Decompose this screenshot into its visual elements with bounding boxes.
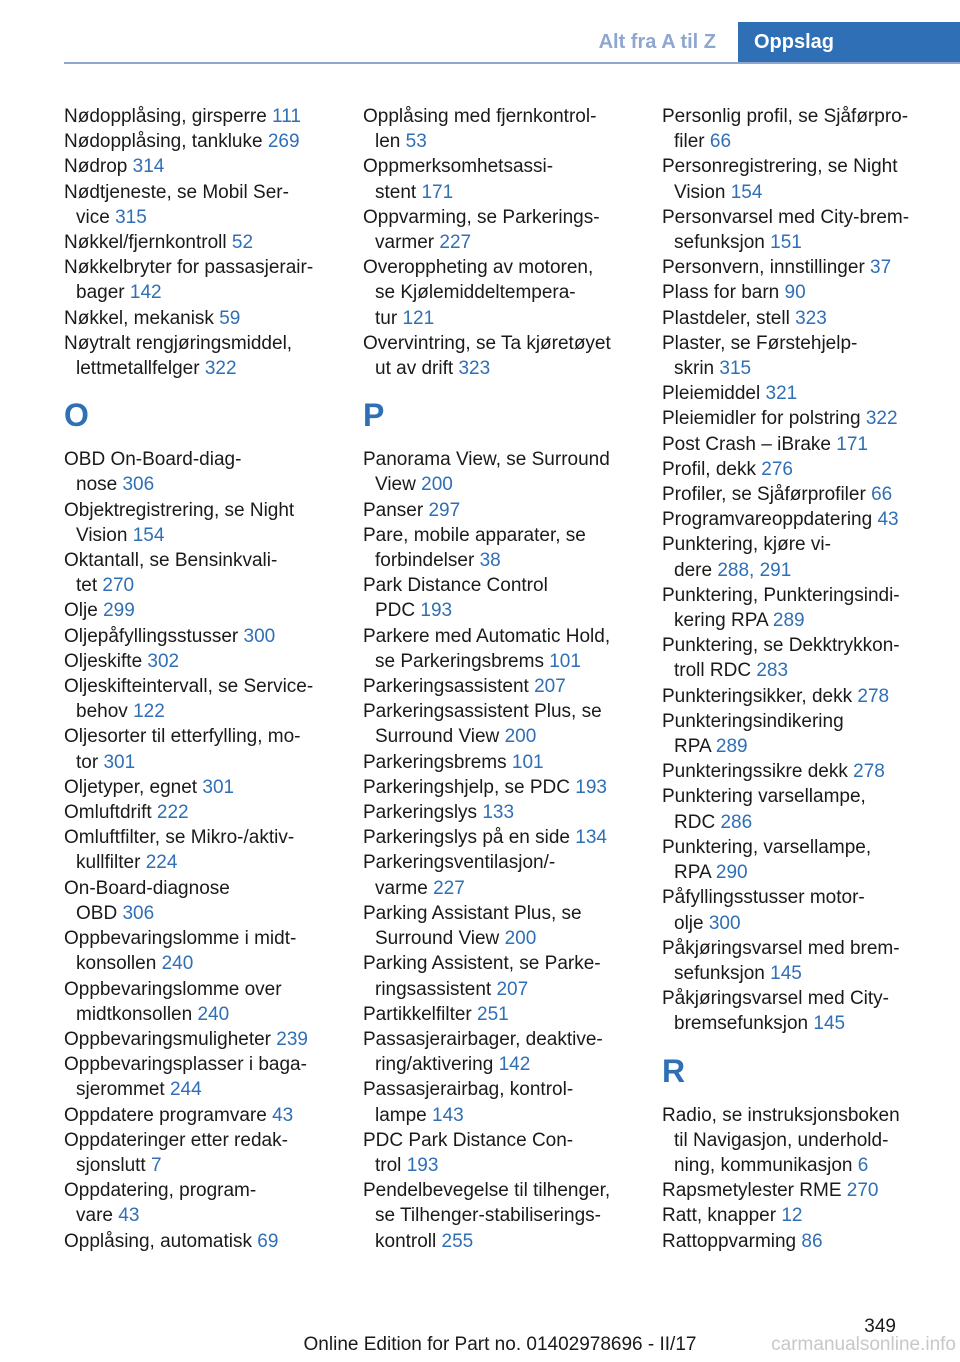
index-entry-term: Nødtjeneste, se Mobil Ser- vice [64, 181, 289, 228]
index-entry-term: Plaster, se Førstehjelp- skrin [662, 332, 858, 380]
index-entry-term: Punktering, Punkteringsindi- kering RPA [662, 584, 900, 632]
page-reference-link[interactable]: 207 [496, 978, 529, 1000]
index-entry [363, 901, 635, 951]
index-entry-term: Overvintring, se Ta kjøretøyet ut av drift [363, 332, 611, 380]
index-entry [64, 1052, 336, 1102]
page-reference-link[interactable]: 322 [204, 358, 237, 380]
index-entry [662, 784, 932, 834]
index-entry-term: Punktering, kjøre vi- dere [662, 534, 831, 581]
index-entry [662, 104, 932, 154]
index-entry-term: Parkeringslys på en side [363, 827, 570, 849]
page-reference-link[interactable]: 255 [441, 1230, 474, 1252]
index-entry-term: Profil, dekk [662, 458, 756, 480]
page-reference-link[interactable]: 322 [865, 408, 898, 430]
page-reference-link[interactable]: 43 [877, 509, 899, 531]
edition-footer: Online Edition for Part no. 01402978696 - II/17 [303, 1334, 697, 1355]
page-reference-link[interactable]: 193 [420, 600, 453, 622]
index-entry-term: Plastdeler, stell [662, 307, 790, 329]
page-reference-link[interactable]: 306 [122, 902, 155, 924]
index-entry-term: Parkeringsbrems [363, 751, 507, 773]
page-reference-link[interactable]: 314 [132, 156, 165, 178]
index-entry-term: Oppvarming, se Parkerings- varmer [363, 206, 600, 254]
index-entry-term: Profiler, se Sjåførprofiler [662, 484, 866, 506]
index-entry [662, 507, 932, 532]
index-entry-term: Panorama View, se Surround View [363, 449, 610, 496]
page-reference-link[interactable]: 171 [421, 181, 454, 203]
index-entry-term: Nødopplåsing, tankluke [64, 131, 263, 153]
index-entry [662, 1103, 932, 1179]
index-entry [363, 1027, 635, 1077]
index-entry-term: Parking Assistant Plus, se Surround View [363, 902, 582, 950]
index-entry [662, 154, 932, 204]
index-entry-term: Pleiemidler for polstring [662, 408, 861, 430]
index-entry-term: Parkeringsassistent Plus, se Surround View [363, 701, 602, 748]
page-reference-link[interactable]: 227 [439, 232, 472, 254]
index-entry [64, 548, 336, 598]
index-entry-term: Oljeskifte [64, 650, 143, 672]
page-reference-link[interactable]: 37 [870, 257, 892, 279]
index-entry-term: Personvern, innstillinger [662, 257, 865, 279]
index-entry [363, 775, 635, 800]
index-entry-term: Partikkelfilter [363, 1003, 472, 1025]
page-reference-link[interactable]: 240 [197, 1003, 230, 1025]
index-entry-term: Oppbevaringsmuligheter [64, 1028, 272, 1050]
index-entry [64, 724, 336, 774]
index-entry [64, 800, 336, 825]
page-reference-link[interactable]: 321 [765, 383, 798, 405]
index-entry-term: Overoppheting av motoren, se Kjølemiddeltempera- tur [363, 257, 594, 329]
page-reference-link[interactable]: 69 [257, 1230, 279, 1252]
page-reference-link[interactable]: 251 [477, 1003, 509, 1025]
page-reference-link[interactable]: 315 [719, 358, 752, 380]
page-reference-link[interactable]: 66 [709, 131, 732, 153]
page-reference-link[interactable]: 227 [433, 877, 465, 899]
index-entry [363, 699, 635, 749]
page-reference-link[interactable]: 66 [871, 484, 893, 506]
index-entry [363, 825, 635, 850]
index-entry-term: Programvareoppdatering [662, 509, 873, 531]
index-entry [64, 1103, 336, 1128]
page-reference-link[interactable]: 278 [853, 761, 885, 783]
page-reference-link[interactable]: 151 [770, 232, 802, 254]
index-entry-term: Olje [64, 600, 98, 622]
index-entry [64, 926, 336, 976]
index-entry-term: Punkteringsikker, dekk [662, 685, 853, 707]
index-entry-term: Passasjerairbag, kontrol- lampe [363, 1079, 574, 1126]
index-entry-term: OBD On-Board-diag- nose [64, 449, 242, 496]
page-reference-link[interactable]: 86 [801, 1230, 823, 1252]
page-reference-link[interactable]: 193 [406, 1154, 439, 1176]
chapter-tab: Oppslag [738, 22, 960, 62]
page-reference-link[interactable]: 289 [715, 736, 748, 758]
watermark: carmanualsonline.info [771, 1334, 956, 1355]
page-reference-link[interactable]: 53 [405, 131, 427, 153]
index-entry-term: Oljeskifteintervall, se Service- behov [64, 676, 314, 723]
index-entry-term: Nøytralt rengjøringsmiddel, lettmetallfelger [64, 332, 293, 380]
index-entry [363, 624, 635, 674]
index-entry [64, 825, 336, 875]
page-reference-link[interactable]: 59 [219, 307, 241, 329]
page-reference-link[interactable]: 122 [133, 701, 165, 723]
index-entry [662, 709, 932, 759]
page-reference-link[interactable]: 154 [132, 524, 165, 546]
index-entry [64, 230, 336, 255]
index-entry-term: Pare, mobile apparater, se forbindelser [363, 524, 586, 572]
page-reference-link[interactable]: 276 [761, 458, 793, 480]
index-entry [662, 255, 932, 280]
page-reference-link[interactable]: 6 [857, 1154, 869, 1176]
index-entry-term: Rattoppvarming [662, 1230, 797, 1252]
index-entry-term: Parkeringsventilasjon/- varme [363, 852, 556, 899]
index-entry [64, 498, 336, 548]
index-letter-heading: O [64, 397, 89, 434]
index-entry [64, 674, 336, 724]
page-reference-link[interactable]: 200 [504, 928, 537, 950]
page-reference-link[interactable]: 224 [145, 852, 178, 874]
index-entry-term: Opplåsing, automatisk [64, 1230, 252, 1252]
index-entry-term: Oppbevaringslomme over midtkonsollen [64, 978, 282, 1025]
index-entry [363, 104, 635, 154]
page-reference-link[interactable]: 244 [169, 1079, 202, 1101]
index-entry-term: Nøkkel/fjernkontroll [64, 232, 227, 254]
page-reference-link[interactable]: 283 [756, 660, 789, 682]
index-entry-term: Plass for barn [662, 282, 780, 304]
index-entry [662, 205, 932, 255]
page-reference-link[interactable]: 306 [122, 474, 155, 496]
index-entry [662, 306, 932, 331]
index-entry [662, 583, 932, 633]
index-entry [363, 800, 635, 825]
index-entry [363, 1002, 635, 1027]
index-entry [64, 1027, 336, 1052]
page-reference-link[interactable]: 222 [156, 802, 189, 824]
index-entry [662, 835, 932, 885]
page-number: 349 [864, 1316, 896, 1337]
page-reference-link[interactable]: 145 [770, 962, 802, 984]
index-entry-term: Punkteringssikre dekk [662, 761, 848, 783]
index-entry [363, 573, 635, 623]
index-entry [662, 482, 932, 507]
index-entry-term: Oppdatere programvare [64, 1104, 267, 1126]
index-entry [662, 532, 932, 582]
index-entry [64, 1178, 336, 1228]
page-reference-link[interactable]: 154 [730, 181, 763, 203]
index-entry-term: Nøkkel, mekanisk [64, 307, 214, 329]
page-reference-link[interactable]: 270 [102, 575, 135, 597]
index-entry [64, 876, 336, 926]
index-entry [662, 457, 932, 482]
index-entry [662, 331, 932, 381]
page-reference-link[interactable]: 200 [421, 474, 453, 496]
index-entry-term: Oppbevaringslomme i midt- konsollen [64, 928, 297, 975]
page-reference-link[interactable]: 43 [272, 1104, 294, 1126]
page-reference-link[interactable]: 43 [118, 1205, 140, 1227]
index-entry-term: Nødopplåsing, girsperre [64, 106, 267, 127]
index-entry-term: Pleiemiddel [662, 383, 761, 405]
index-entry-term: Ratt, knapper [662, 1205, 777, 1227]
index-entry-term: Nøkkelbryter for passasjerair- bager [64, 257, 314, 304]
index-letter-heading: P [363, 397, 385, 434]
index-entry-term: Radio, se instruksjonsboken til Navigasjon, underhold- ning, kommunikasjon [662, 1104, 900, 1176]
index-entry [64, 1128, 336, 1178]
index-entry [64, 154, 336, 179]
index-entry-term: Punktering, se Dekktrykkon- troll RDC [662, 635, 900, 682]
index-entry-term: Oljesorter til etterfylling, mo- tor [64, 726, 301, 773]
page-reference-link[interactable]: 299 [103, 600, 135, 622]
page-reference-link[interactable]: 134 [575, 827, 607, 849]
page-reference-link[interactable]: 300 [243, 625, 276, 647]
index-entry [662, 1178, 932, 1203]
index-entry [662, 986, 932, 1036]
index-entry [64, 624, 336, 649]
index-entry-term: Objektregistrering, se Night Vision [64, 499, 295, 546]
page-reference-link[interactable]: 269 [267, 131, 300, 153]
page-reference-link[interactable]: 111 [272, 106, 301, 127]
index-entry-term: Parkeringsassistent [363, 676, 529, 698]
index-entry-term: Punktering, varsellampe, RPA [662, 836, 872, 884]
index-entry [363, 154, 635, 204]
page-reference-link[interactable]: 52 [231, 232, 254, 254]
page-reference-link[interactable]: 38 [479, 550, 501, 572]
page-reference-link[interactable]: 239 [276, 1028, 308, 1050]
index-entry-term: Oktantall, se Bensinkvali- tet [64, 550, 278, 597]
page-header [0, 22, 960, 62]
index-entry [363, 951, 635, 1001]
index-entry-term: Punktering varsellampe, RDC [662, 786, 866, 833]
page-reference-link[interactable]: 278 [857, 685, 890, 707]
index-entry [363, 850, 635, 900]
index-entry-term: Påfyllingsstusser motor- olje [662, 887, 865, 934]
index-entry [64, 1229, 336, 1254]
page-reference-link[interactable]: 315 [115, 206, 147, 228]
index-entry-term: Omluftfilter, se Mikro-/aktiv- kullfilter [64, 827, 295, 874]
page-reference-link[interactable]: 270 [846, 1180, 879, 1202]
page-reference-link[interactable]: 286 [720, 811, 753, 833]
page-reference-link[interactable]: 289 [772, 610, 805, 632]
index-entry [64, 104, 336, 129]
index-entry [64, 180, 336, 230]
section-title: Alt fra A til Z [598, 31, 716, 53]
index-entry-term: Parkeringslys [363, 802, 478, 824]
index-entry [64, 775, 336, 800]
index-entry [662, 633, 932, 683]
index-entry [662, 280, 932, 305]
index-entry-term: Personlig profil, se Sjåførpro- filer [662, 106, 909, 153]
index-entry-term: Nødrop [64, 156, 128, 178]
index-entry [363, 674, 635, 699]
index-entry-term: Park Distance Control PDC [363, 575, 548, 622]
index-entry [64, 977, 336, 1027]
index-entry [363, 523, 635, 573]
page-reference-link[interactable]: 143 [432, 1104, 464, 1126]
index-entry-term: Påkjøringsvarsel med City- bremsefunksjon [662, 988, 889, 1035]
page-reference-link[interactable]: 323 [795, 307, 827, 329]
page-reference-link[interactable]: 133 [482, 802, 515, 824]
index-entry [662, 381, 932, 406]
index-entry [64, 129, 336, 154]
index-entry [662, 759, 932, 784]
index-entry [363, 331, 635, 381]
index-entry-term: Parkere med Automatic Hold, se Parkeringsbrems [363, 625, 611, 672]
page-reference-link[interactable]: 301 [202, 776, 235, 798]
index-entry-term: Passasjerairbager, deaktive- ring/aktivering [363, 1028, 603, 1076]
index-entry [64, 255, 336, 305]
index-entry-term: PDC Park Distance Con- trol [363, 1129, 574, 1176]
index-entry [64, 306, 336, 331]
page-reference-link[interactable]: 193 [575, 776, 607, 798]
page-reference-link[interactable]: 288, 291 [717, 559, 792, 581]
index-entry [363, 1178, 635, 1254]
index-entry [662, 936, 932, 986]
page-reference-link[interactable]: 12 [781, 1205, 803, 1227]
index-entry [363, 1128, 635, 1178]
index-entry [363, 205, 635, 255]
page-reference-link[interactable]: 121 [402, 307, 435, 329]
page-reference-link[interactable]: 200 [504, 726, 537, 748]
index-entry [64, 598, 336, 623]
index-entry [662, 1229, 932, 1254]
page-reference-link[interactable]: 323 [458, 358, 491, 380]
index-entry-term: Parkeringshjelp, se PDC [363, 776, 570, 798]
index-entry-term: Oppdatering, program- vare [64, 1180, 257, 1227]
index-entry [662, 1203, 932, 1228]
index-entry-term: Påkjøringsvarsel med brem- sefunksjon [662, 937, 900, 984]
page-reference-link[interactable]: 302 [147, 650, 180, 672]
index-entry-term: Oppdateringer etter redak- sjonslutt [64, 1129, 288, 1176]
page-reference-link[interactable]: 142 [129, 282, 162, 304]
index-entry-term: Parking Assistent, se Parke- ringsassistent [363, 953, 601, 1000]
index-entry [662, 406, 932, 431]
page-reference-link[interactable]: 240 [161, 953, 194, 975]
index-entry [662, 432, 932, 457]
index-entry-term: Oppmerksomhetsassi- stent [363, 156, 554, 203]
header-rule [64, 62, 960, 64]
index-entry-term: Pendelbevegelse til tilhenger, se Tilhenger-stabiliserings- kontroll [363, 1180, 611, 1252]
index-entry [64, 447, 336, 497]
page-reference-link[interactable]: 300 [708, 912, 741, 934]
index-entry [363, 750, 635, 775]
page-reference-link[interactable]: 145 [813, 1013, 846, 1035]
index-column-1 [64, 104, 336, 1254]
index-entry-term: Oljepåfyllingsstusser [64, 625, 239, 647]
index-entry-term: Oppbevaringsplasser i baga- sjerommet [64, 1054, 307, 1101]
index-entry-term: Personvarsel med City-brem- sefunksjon [662, 206, 910, 254]
page-reference-link[interactable]: 90 [784, 282, 806, 304]
page-reference-link[interactable]: 101 [511, 751, 544, 773]
index-entry-term: Oljetyper, egnet [64, 776, 198, 798]
index-entry [662, 885, 932, 935]
index-entry [363, 1077, 635, 1127]
index-entry [64, 649, 336, 674]
page-reference-link[interactable]: 101 [549, 650, 581, 672]
index-entry [64, 331, 336, 381]
page-reference-link[interactable]: 207 [534, 676, 566, 698]
index-letter-heading: R [662, 1052, 686, 1089]
index-entry-term: Rapsmetylester RME [662, 1180, 842, 1202]
index-entry [662, 684, 932, 709]
page-reference-link[interactable]: 7 [150, 1154, 162, 1176]
index-entry-term: Omluftdrift [64, 802, 152, 824]
index-entry-term: On-Board-diagnose OBD [64, 877, 230, 924]
page-reference-link[interactable]: 297 [428, 499, 461, 521]
index-column-2 [363, 104, 635, 1254]
index-entry-term: Panser [363, 499, 424, 521]
index-entry-term: Punkteringsindikering RPA [662, 710, 844, 758]
index-column-3 [662, 104, 932, 1254]
index-entry-term: Opplåsing med fjernkontrol- len [363, 106, 597, 153]
page-reference-link[interactable]: 290 [715, 862, 748, 884]
page-reference-link[interactable]: 301 [103, 751, 136, 773]
index-entry [363, 498, 635, 523]
index-entry [363, 255, 635, 331]
index-entry-term: Post Crash – iBrake [662, 433, 831, 455]
page-reference-link[interactable]: 171 [836, 433, 868, 455]
index-entry-term: Personregistrering, se Night Vision [662, 156, 898, 203]
index-entry [363, 447, 635, 497]
page-reference-link[interactable]: 142 [498, 1054, 531, 1076]
